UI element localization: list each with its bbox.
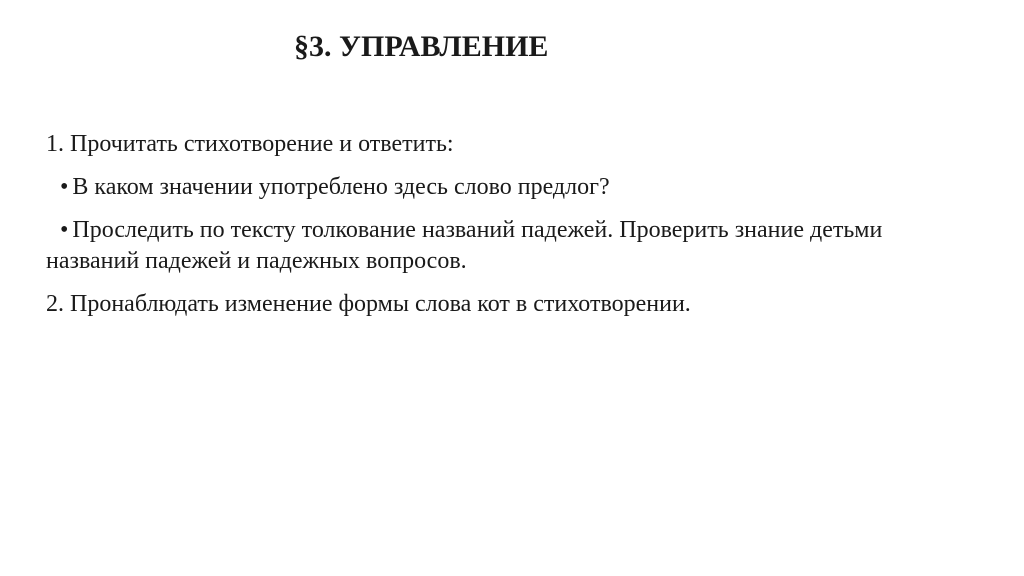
list-item [46, 215, 946, 277]
slide-content [46, 129, 946, 332]
list-item-text: 1. Прочитать стихотворение и ответить: [46, 131, 454, 157]
slide-title: §3. УПРАВЛЕНИЕ [294, 30, 549, 63]
list-item [46, 289, 946, 320]
list-item-text: Проследить по тексту толкование названий падежей. Проверить знание детьми названий падежей и падежных вопросов. [46, 217, 883, 274]
list-item-text: 2. Пронаблюдать изменение формы слова кот в стихотворении. [46, 291, 691, 317]
list-item-text: В каком значении употреблено здесь слово предлог? [72, 174, 610, 200]
bullet-icon: • [60, 174, 69, 200]
bullet-icon: • [60, 217, 69, 243]
list-item [46, 172, 946, 203]
list-item [46, 129, 946, 160]
